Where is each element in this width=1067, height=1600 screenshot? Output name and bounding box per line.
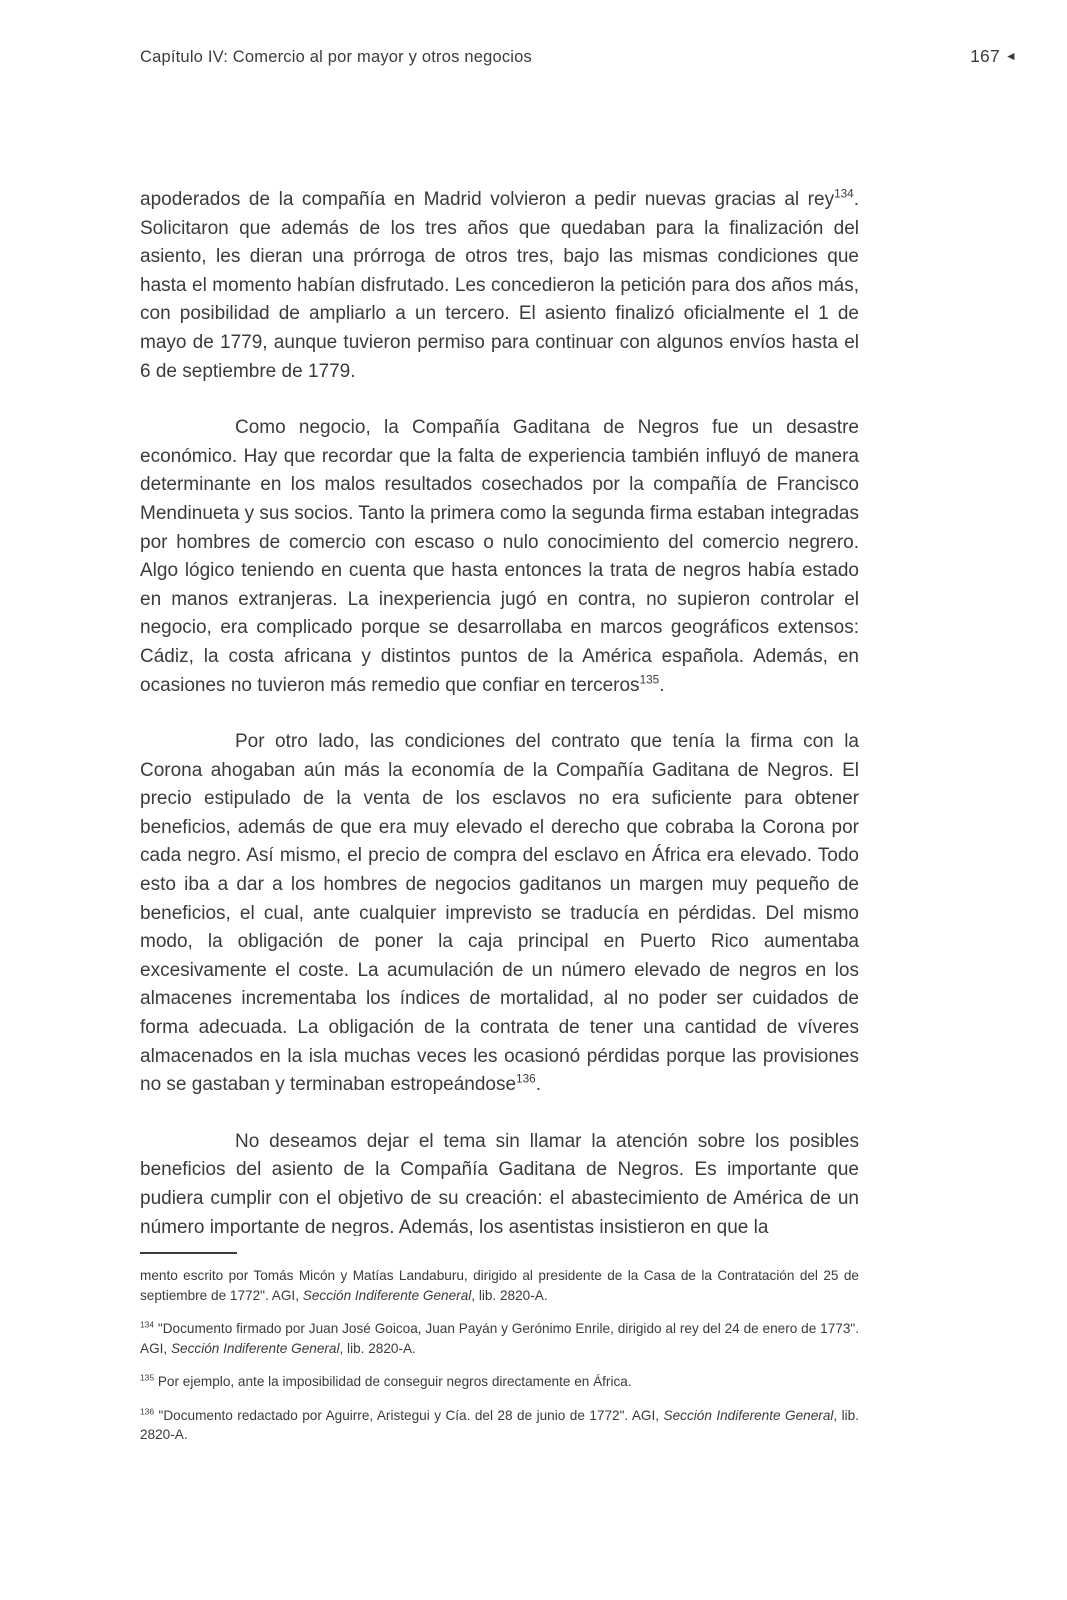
paragraph-1: apoderados de la compañía en Madrid volvieron a pedir nuevas gracias al rey$^{134}$. Solicitaron que además de los tres años que quedaban para la finalización del asiento, les dieran una prórroga de otros tres, bajo las mismas condiciones que hasta el momento habían disfrutado. Les concedieron la petición para dos años más, con posibilidad de ampliarlo a un tercero. El asiento finalizó oficialmente el 1 de mayo de 1779, aunque tuvieron permiso para continuar con algunos envíos hasta el 6 de septiembre de 1779. bbox=[140, 187, 859, 382]
paragraph-2: Como negocio, la Compañía Gaditana de Negros fue un desastre económico. Hay que recordar que la falta de experiencia también influyó de manera determinante en los malos resultados cosechados por la compañía de Francisco Mendinueta y sus socios. Tanto la primera como la segunda firma estaban integradas por hombres de comercio con escaso o nulo conocimiento del comercio negrero. Algo lógico teniendo en cuenta que hasta entonces la trata de negros había estado en manos extranjeras. La inexperiencia jugó en contra, no supieron controlar el negocio, era complicado porque se desarrollaba en marcos geográficos extensos: Cádiz, la costa africana y distintos puntos de la América española. Además, en ocasiones no tuvieron más remedio que confiar en terceros$^{135}$. bbox=[140, 417, 859, 696]
footnote-136: $^{136}$ "Documento redactado por Aguirre, Aristegui y Cía. del 28 de junio de 1772". AGI, Sección Indiferente General, lib. 2820-A. bbox=[140, 1405, 860, 1442]
paragraph-3: Por otro lado, las condiciones del contrato que tenía la firma con la Corona ahogaban aún más la economía de la Compañía Gaditana de Negros. El precio estipulado de la venta de los esclavos no era suficiente para obtener beneficios, además de que era muy elevado el derecho que cobraba la Corona por cada negro. Así mismo, el precio de compra del esclavo en África era elevado. Todo esto iba a dar a los hombres de negocios gaditanos un margen muy pequeño de beneficios, el cual, ante cualquier imprevisto se traducía en pérdidas. Del mismo modo, la obligación de poner la caja principal en Puerto Rico aumentaba excesivamente el coste. La acumulación de un número elevado de negros en los almacenes incrementaba los índices de mortalidad, al no poder ser cuidados de forma adecuada. La obligación de la contrata de tener una cantidad de víveres almacenados en la isla muchas veces les ocasionó pérdidas porque las provisiones no se gastaban y terminaban estropeándose$^{136}$. bbox=[140, 731, 859, 1096]
page-number-group bbox=[970, 46, 1017, 67]
paragraph-4: No deseamos dejar el tema sin llamar la atención sobre los posibles beneficios del asiento de la Compañía Gaditana de Negros. Es importante que pudiera cumplir con el objetivo de su creación: el abastecimiento de América de un número importante de negros. Además, los asentistas insistieron en que la bbox=[140, 1130, 859, 1236]
page-marker-icon: ◄ bbox=[1004, 48, 1017, 63]
page-number: 167 bbox=[970, 46, 1000, 66]
footnote-134: $^{134}$ "Documento firmado por Juan José Goicoa, Juan Payán y Gerónimo Enrile, dirigido al rey del 24 de enero de 1773". AGI, Sección Indiferente General, lib. 2820-A. bbox=[140, 1319, 859, 1356]
page-header bbox=[140, 46, 1017, 67]
body-text bbox=[140, 186, 859, 1236]
footnote-separator bbox=[140, 1252, 237, 1254]
footnote-continuation: mento escrito por Tomás Micón y Matías Landaburu, dirigido al presidente de la Casa de la Contratación del 25 de septiembre de 1772". AGI, Sección Indiferente General, lib. 2820-A. bbox=[140, 1268, 859, 1303]
running-header: Capítulo IV: Comercio al por mayor y otros negocios bbox=[140, 48, 533, 66]
footnotes-section bbox=[140, 1252, 859, 1459]
footnote-135: $^{135}$ Por ejemplo, ante la imposibilidad de conseguir negros directamente en África. bbox=[140, 1372, 632, 1389]
